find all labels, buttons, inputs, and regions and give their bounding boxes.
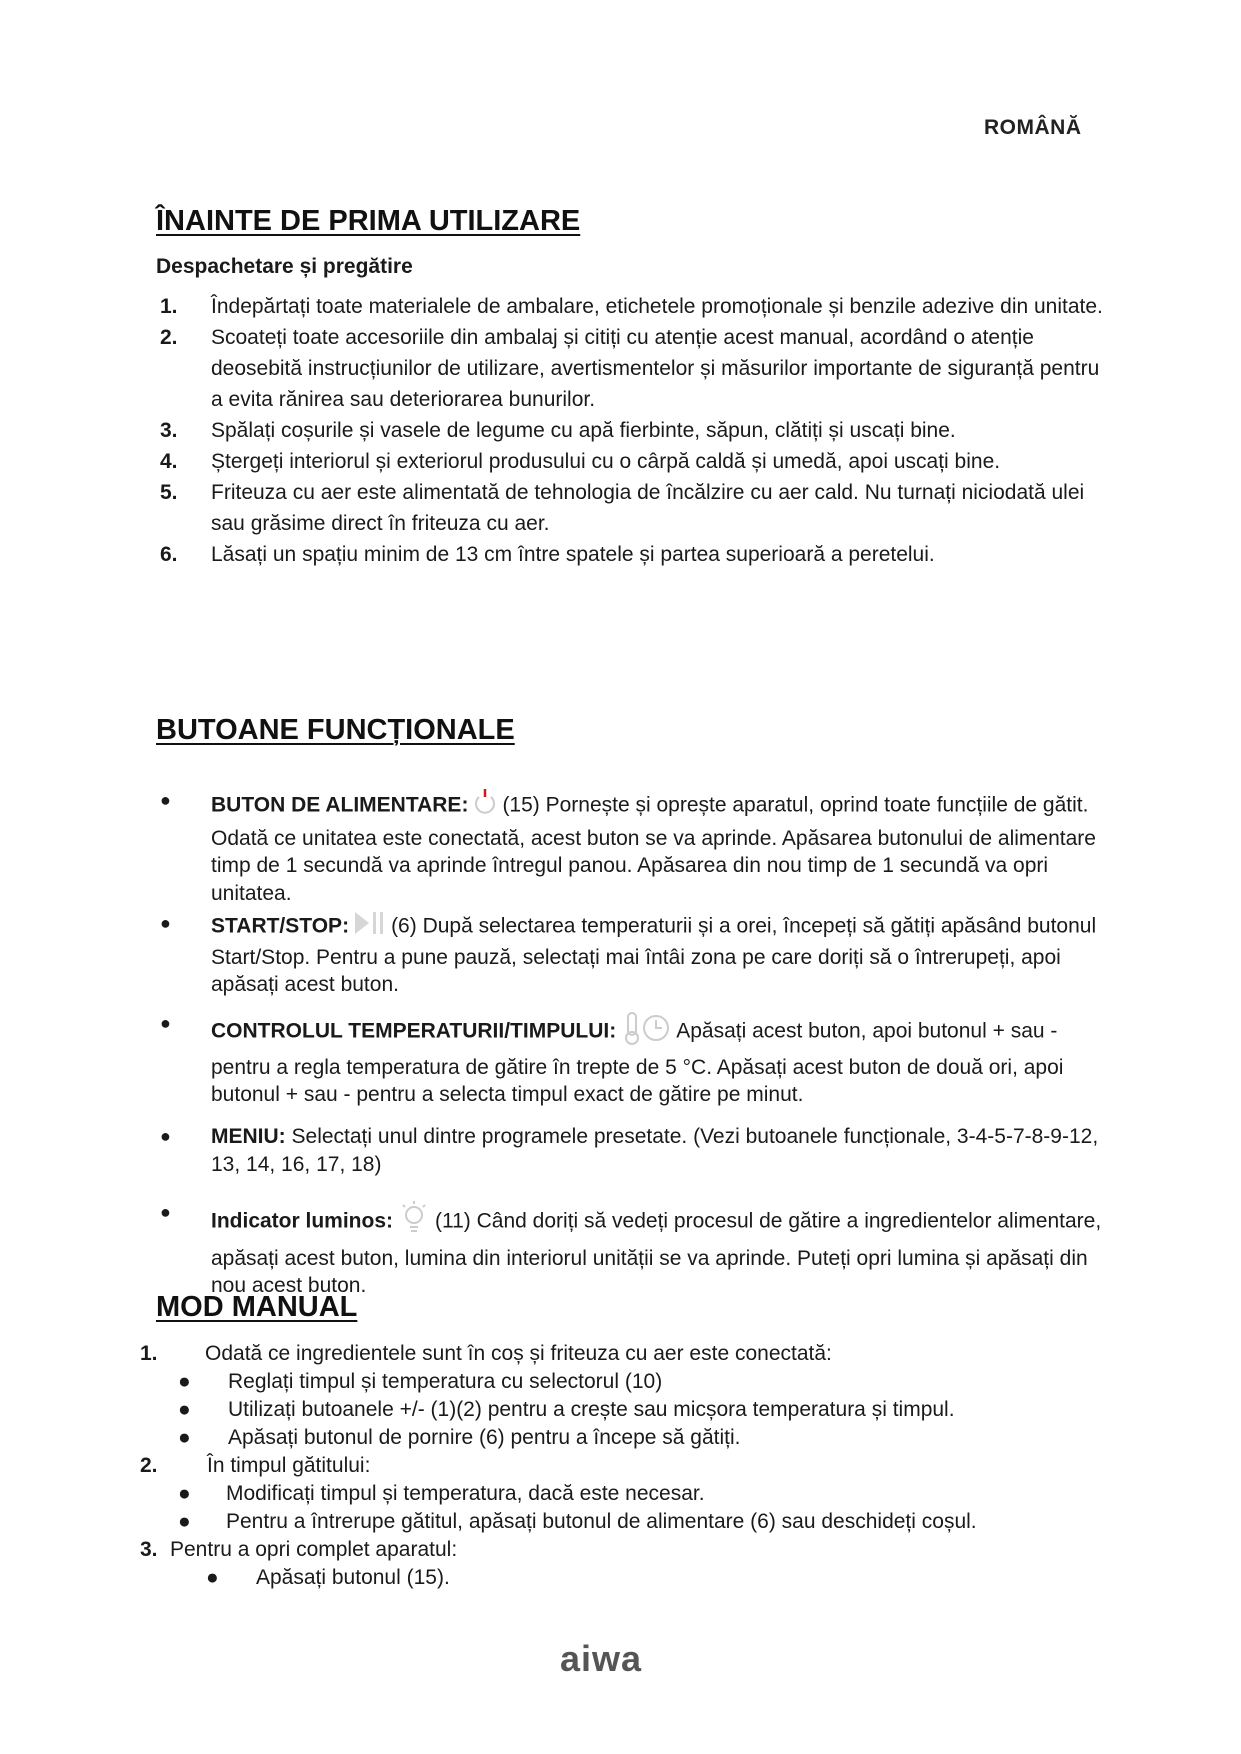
bullet-label: START/STOP: xyxy=(211,914,350,938)
step-bullet: ● Reglați timpul și temperatura cu selectorul (10) xyxy=(140,1368,1120,1396)
section-title-manual-mode: MOD MANUAL xyxy=(156,1291,358,1323)
step-bullet: ● Pentru a întrerupe gătitul, apăsați butonul de alimentare (6) sau deschideți coșul. xyxy=(140,1508,1088,1536)
step-text: În timpul gătitului: xyxy=(207,1454,371,1477)
bullet: ● xyxy=(160,1013,171,1033)
section-title-function-buttons: BUTOANE FUNCȚIONALE xyxy=(156,714,515,746)
section-title-before-first-use: ÎNAINTE DE PRIMA UTILIZARE xyxy=(156,205,581,237)
bullet-label: CONTROLUL TEMPERATURII/TIMPULUI: xyxy=(211,1019,617,1043)
bullet-text: (6) După selectarea temperaturii și a orei, începeți să gătiți apăsând butonul Start/Stop. Pentru a pune pauză, selectați mai întâi zona pe care doriți să o întrerupeți, apoi apăsați acest buton. xyxy=(211,914,1097,997)
bullet-text: Apăsați acest buton, apoi butonul + sau - pentru a regla temperatura de gătire în trepte de 5 °C. Apăsați acest buton de două ori, apoi butonul + sau - pentru a selecta timpul exact de gătire pe minut. xyxy=(211,1019,1064,1107)
item-number: 5. xyxy=(160,481,178,504)
step-bullet: ● Apăsați butonul de pornire (6) pentru a începe să gătiți. xyxy=(140,1424,1120,1452)
step-number: 2. xyxy=(140,1454,158,1477)
step-bullet: ● Modificați timpul și temperatura, dacă este necesar. xyxy=(140,1480,1120,1508)
item-number: 6. xyxy=(160,543,178,566)
item-text: Friteuza cu aer este alimentată de tehnologia de încălzire cu aer cald. Nu turnați niciodată ulei sau grăsime direct în friteuza cu aer. xyxy=(211,481,1085,535)
aiwa-logo: aiwa xyxy=(560,1638,643,1679)
step-text: Pentru a opri complet aparatul: xyxy=(170,1538,458,1561)
item-text: Lăsați un spațiu minim de 13 cm între spatele și partea superioară a peretelui. xyxy=(211,543,935,566)
item-text: Scoateți toate accesoriile din ambalaj și citiți cu atenție acest manual, acordând o atenție deosebită instrucțiunilor de utilizare, avertismentelor și măsurilor importante de siguranță pentru a evita rănirea sau deteriorarea bunurilor. xyxy=(211,326,1100,411)
bullet-temp-time-control xyxy=(160,1010,1120,1109)
play-pause-icon xyxy=(353,910,387,944)
step-bullet-text: Apăsați butonul (15). xyxy=(256,1566,450,1589)
item-number: 4. xyxy=(160,450,178,473)
bullet-label: BUTON DE ALIMENTARE: xyxy=(211,793,469,817)
bullet-text: Selectați unul dintre programele presetate. (Vezi butoanele funcționale, 3-4-5-7-8-9-12, 13, 14, 16, 17, 18) xyxy=(211,1125,1099,1176)
step-number: 3. xyxy=(140,1538,158,1561)
section-subtitle: Despachetare și pregătire xyxy=(156,255,413,278)
item-text: Ștergeți interiorul și exteriorul produsului cu o cârpă caldă și umedă, apoi uscați bine. xyxy=(211,450,1001,473)
thermometer-clock-icon xyxy=(620,1010,672,1054)
power-icon xyxy=(472,787,498,825)
bullet-label: Indicator luminos: xyxy=(211,1209,394,1233)
step-bullet: ● Utilizați butoanele +/- (1)(2) pentru a crește sau micșora temperatura și timpul. xyxy=(140,1396,1120,1424)
list-item xyxy=(160,539,1110,570)
step-bullet-text: Reglați timpul și temperatura cu selectorul (10) xyxy=(228,1370,663,1393)
step-text: Odată ce ingredientele sunt în coș și friteuza cu aer este conectată: xyxy=(205,1342,832,1365)
step-number: 1. xyxy=(140,1342,158,1365)
step-bullet-text: Modificați timpul și temperatura, dacă este necesar. xyxy=(226,1482,705,1505)
item-number: 3. xyxy=(160,419,178,442)
bullet-start-stop xyxy=(160,910,1120,999)
list-item xyxy=(160,415,1110,446)
bullet: ● xyxy=(160,913,171,933)
bullet-text: (11) Când doriți să vedeți procesul de gătire a ingredientelor alimentare, apăsați acest buton, lumina din interiorul unității se va aprinde. Puteți opri lumina și apăsați din nou acest buton. xyxy=(211,1209,1102,1298)
bullet-power-button xyxy=(160,787,1120,907)
bullet: ● xyxy=(160,1126,171,1146)
bullet-light-indicator xyxy=(160,1199,1120,1300)
step-bullet-text: Apăsați butonul de pornire (6) pentru a începe să gătiți. xyxy=(228,1426,741,1449)
item-number: 2. xyxy=(160,326,178,349)
step xyxy=(140,1452,1120,1480)
unpacking-list xyxy=(160,291,1110,570)
bullet-label: MENIU: xyxy=(211,1125,286,1148)
item-text: Îndepărtați toate materialele de ambalare, etichetele promoționale și benzile adezive din unitate. xyxy=(211,295,1103,318)
step-bullet-text: Utilizați butoanele +/- (1)(2) pentru a crește sau micșora temperatura și timpul. xyxy=(228,1398,955,1421)
bullet-menu xyxy=(160,1123,1120,1178)
bullet: ● xyxy=(160,790,171,810)
list-item xyxy=(160,446,1110,477)
light-bulb-icon xyxy=(397,1199,431,1245)
step-bullet-text: Pentru a întrerupe gătitul, apăsați butonul de alimentare (6) sau deschideți coșul. xyxy=(226,1510,977,1533)
bullet-text: (15) Pornește și oprește aparatul, oprind toate funcțiile de gătit. Odată ce unitatea este conectată, acest buton se va aprinde. Apăsarea butonului de alimentare timp de 1 secundă va aprinde întregul panou. Apăsarea din nou timp de 1 secundă va opri unitatea. xyxy=(211,793,1096,905)
step xyxy=(140,1340,1120,1368)
manual-steps xyxy=(140,1340,1120,1592)
item-number: 1. xyxy=(160,295,178,318)
list-item xyxy=(160,291,1110,322)
item-text: Spălați coșurile și vasele de legume cu apă fierbinte, săpun, clătiți și uscați bine. xyxy=(211,419,956,442)
bullet: ● xyxy=(160,1202,171,1222)
list-item xyxy=(160,322,1110,415)
list-item xyxy=(160,477,1110,539)
step xyxy=(140,1536,1120,1564)
language-label: ROMÂNĂ xyxy=(984,116,1082,139)
step-bullet: ● Apăsați butonul (15). xyxy=(140,1564,1120,1592)
